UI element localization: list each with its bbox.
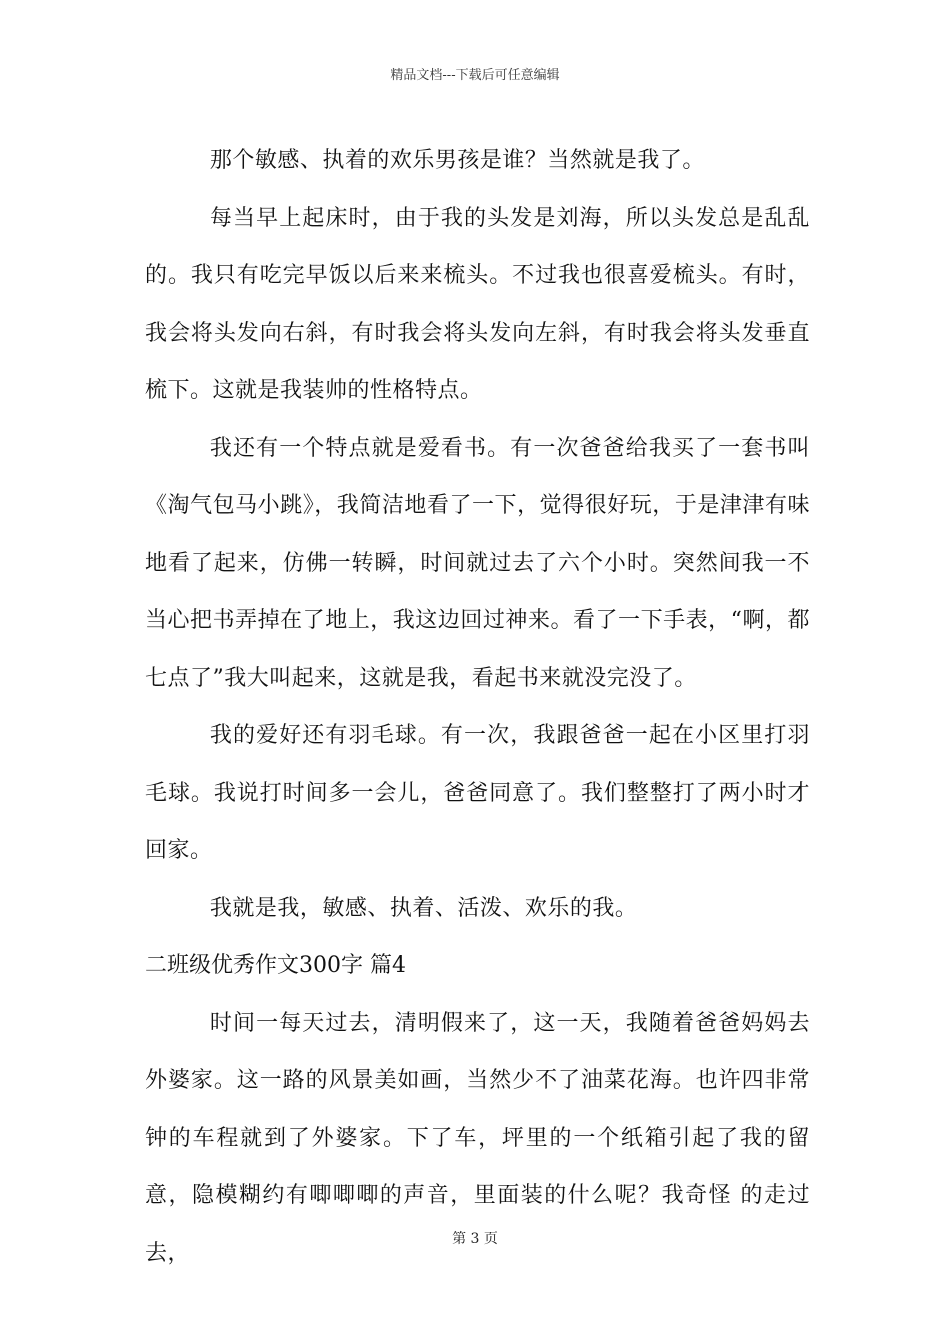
document-body: [145, 132, 810, 1282]
section-heading: 二班级优秀作文300字 篇4: [145, 953, 406, 978]
paragraph-4: 我的爱好还有羽毛球。有一次，我跟爸爸一起在小区里打羽毛球。我说打时间多一会儿，爸爸同意了。我们整整打了两小时才回家。: [145, 723, 810, 863]
paragraph-1: 那个敏感、执着的欢乐男孩是谁？当然就是我了。: [209, 148, 705, 173]
section-paragraph-1: 时间一每天过去，清明假来了，这一天，我随着爸爸妈妈去外婆家。这一路的风景美如画，当然少不了油菜花海。也许四非常钟的车程就到了外婆家。下了车，坪里的一个纸箱引起了我的留意，隐模糊约有唧唧唧的声音，里面装的什么呢？我奇怪 的走过去，: [145, 1010, 810, 1266]
paragraph-2: 每当早上起床时，由于我的头发是刘海，所以头发总是乱乱的。我只有吃完早饭以后来来梳头。不过我也很喜爱梳头。有时，我会将头发向右斜，有时我会将头发向左斜，有时我会将头发垂直梳下。这就是我装帅的性格特点。: [145, 205, 810, 403]
paragraph-5: 我就是我，敏感、执着、活泼、欢乐的我。: [209, 895, 638, 921]
page-header: 精品文档---下载后可任意编辑: [390, 68, 560, 83]
paragraph-3: 我还有一个特点就是爱看书。有一次爸爸给我买了一套书叫《淘气包马小跳》，我简洁地看了一下，觉得很好玩，于是津津有味地看了起来，仿佛一转瞬，时间就过去了六个小时。突然间我一不当心把书弄掉在了地上，我这边回过神来。看了一下手表，“啊，都七点了”我大叫起来，这就是我，看起书来就没完没了。: [145, 435, 810, 691]
page-number: 第 3 页: [452, 1231, 498, 1247]
